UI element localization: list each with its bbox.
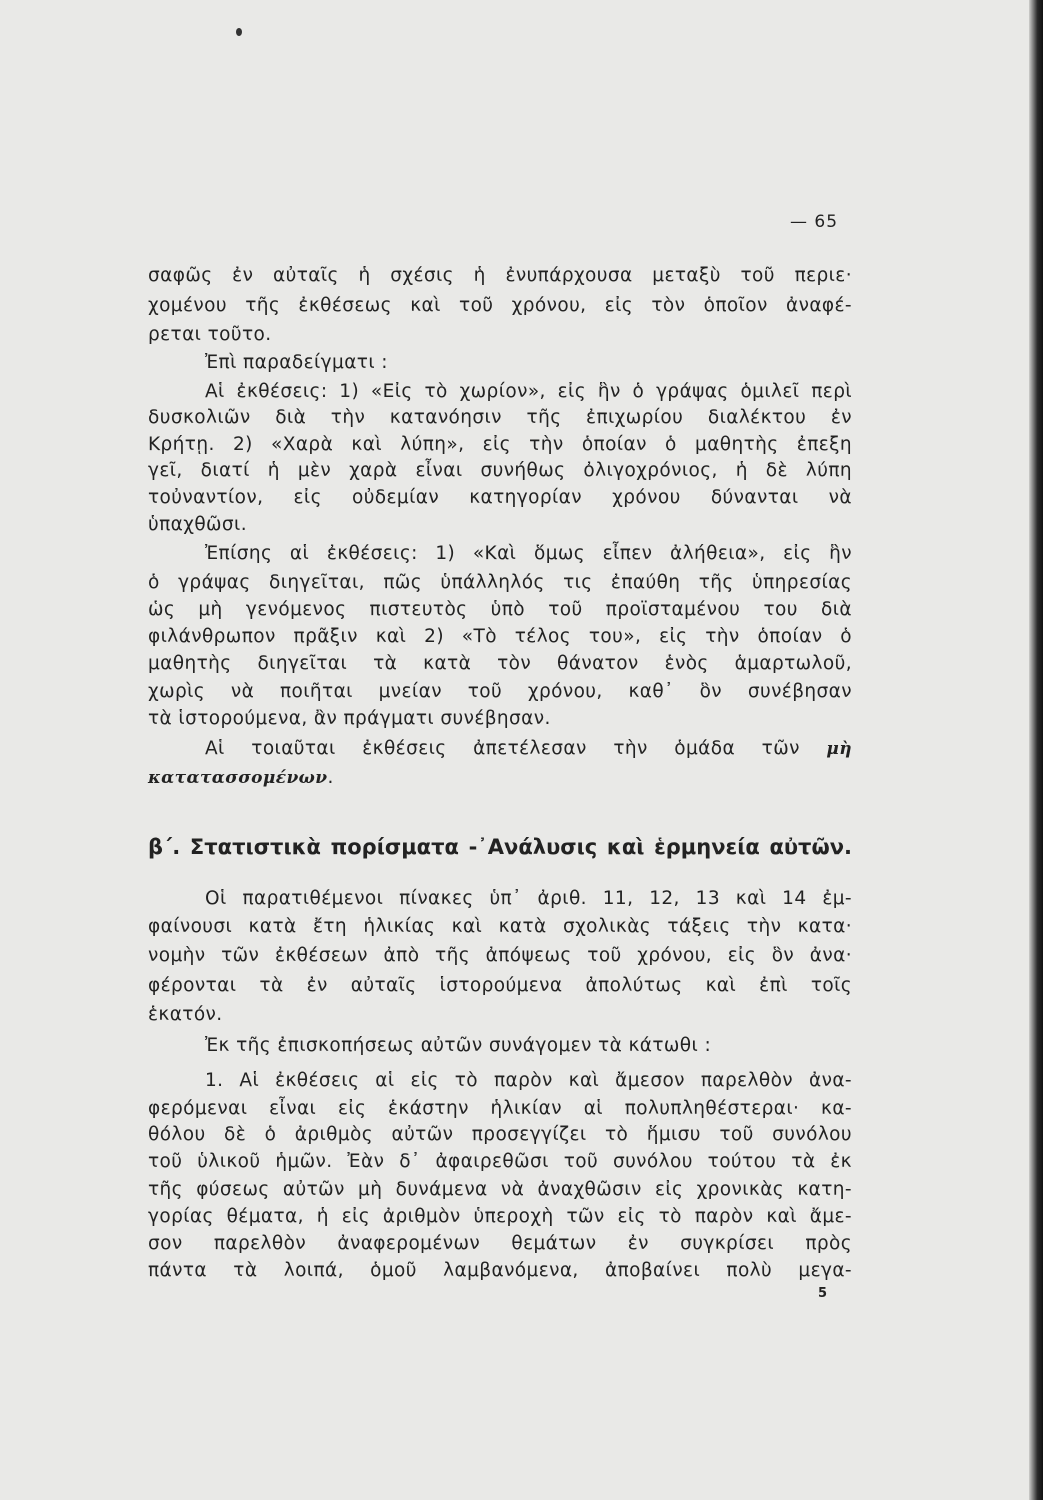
page-edge-shadow bbox=[1029, 0, 1043, 1500]
text-line: φαίνουσι κατὰ ἔτη ἡλικίας καὶ κατὰ σχολικὰς τάξεις τὴν κατα· bbox=[148, 916, 852, 937]
text-line: ἑκατόν. bbox=[148, 1004, 223, 1025]
text-line: νομὴν τῶν ἐκθέσεων ἀπὸ τῆς ἀπόψεως τοῦ χρόνου, εἰς ὃν ἀνα· bbox=[148, 945, 852, 966]
text-line: φιλάνθρωπον πρᾶξιν καὶ 2) «Τὸ τέλος του», εἰς τὴν ὁποίαν ὁ bbox=[148, 626, 852, 647]
text-line: πάντα τὰ λοιπά, ὁμοῦ λαμβανόμενα, ἀποβαίνει πολὺ μεγα- bbox=[148, 1260, 852, 1281]
text-line: 1. Αἱ ἐκθέσεις αἱ εἰς τὸ παρὸν καὶ ἄμεσον παρελθὸν ἀνα- bbox=[205, 1070, 852, 1091]
text-line: σον παρελθὸν ἀναφερομένων θεμάτων ἐν συγκρίσει πρὸς bbox=[148, 1233, 852, 1254]
text-line: τοῦ ὑλικοῦ ἡμῶν. Ἐὰν δ᾽ ἀφαιρεθῶσι τοῦ συνόλου τούτου τὰ ἐκ bbox=[148, 1151, 852, 1172]
text-span: . bbox=[327, 767, 334, 788]
ink-speck bbox=[236, 28, 242, 36]
text-line: τοὐναντίον, εἰς οὐδεμίαν κατηγορίαν χρόνου δύνανται νὰ bbox=[148, 487, 852, 508]
text-line: φέρονται τὰ ἐν αὐταῖς ἱστορούμενα ἀπολύτως καὶ ἐπὶ τοῖς bbox=[148, 975, 852, 996]
emphasis-text: μὴ bbox=[826, 739, 853, 759]
text-line bbox=[205, 736, 852, 762]
emphasis-text: κατατασσομένων bbox=[148, 768, 328, 788]
text-span: Αἱ τοιαῦται ἐκθέσεις ἀπετέλεσαν τὴν ὁμάδα τῶν bbox=[205, 738, 800, 759]
text-line: γορίας θέματα, ἡ εἰς ἀριθμὸν ὑπεροχὴ τῶν εἰς τὸ παρὸν καὶ ἄμε- bbox=[148, 1206, 852, 1227]
text-line: χομένου τῆς ἐκθέσεως καὶ τοῦ χρόνου, εἰς τὸν ὁποῖον ἀναφέ- bbox=[148, 295, 852, 316]
text-line: γεῖ, διατί ἡ μὲν χαρὰ εἶναι συνήθως ὀλιγοχρόνιος, ἡ δὲ λύπη bbox=[148, 460, 852, 481]
text-line: Κρήτῃ. 2) «Χαρὰ καὶ λύπη», εἰς τὴν ὁποίαν ὁ μαθητὴς ἐπεξη bbox=[148, 434, 852, 455]
text-line: φερόμεναι εἶναι εἰς ἑκάστην ἡλικίαν αἱ πολυπληθέστεραι· κα- bbox=[148, 1098, 852, 1119]
text-line: μαθητὴς διηγεῖται τὰ κατὰ τὸν θάνατον ἑνὸς ἁμαρτωλοῦ, bbox=[148, 653, 852, 674]
text-line: ὁ γράψας διηγεῖται, πῶς ὑπάλληλός τις ἐπαύθη τῆς ὑπηρεσίας bbox=[148, 572, 852, 593]
text-line: δυσκολιῶν διὰ τὴν κατανόησιν τῆς ἐπιχωρίου διαλέκτου ἐν bbox=[148, 407, 852, 428]
text-line: Αἱ ἐκθέσεις: 1) «Εἰς τὸ χωρίον», εἰς ἣν ὁ γράψας ὁμιλεῖ περὶ bbox=[205, 381, 852, 402]
text-line: τῆς φύσεως αὐτῶν μὴ δυνάμενα νὰ ἀναχθῶσιν εἰς χρονικὰς κατη- bbox=[148, 1179, 852, 1200]
text-line: Ἐπὶ παραδείγματι : bbox=[205, 352, 388, 373]
text-line: τὰ ἱστορούμενα, ἂν πράγματι συνέβησαν. bbox=[148, 708, 551, 729]
section-heading: β΄. Στατιστικὰ πορίσματα -᾽Ανάλυσις καὶ ἑρμηνεία αὐτῶν. bbox=[148, 835, 852, 859]
text-line: ρεται τοῦτο. bbox=[148, 324, 272, 345]
text-line: χωρὶς νὰ ποιῆται μνείαν τοῦ χρόνου, καθ᾽ ὃν συνέβησαν bbox=[148, 681, 852, 702]
text-line: Ἐκ τῆς ἐπισκοπήσεως αὐτῶν συνάγομεν τὰ κάτωθι : bbox=[205, 1035, 712, 1056]
text-line: ὡς μὴ γενόμενος πιστευτὸς ὑπὸ τοῦ προϊσταμένου του διὰ bbox=[148, 599, 852, 620]
text-line: θόλου δὲ ὁ ἀριθμὸς αὐτῶν προσεγγίζει τὸ ἥμισυ τοῦ συνόλου bbox=[148, 1124, 852, 1145]
signature-mark: 5 bbox=[818, 1286, 828, 1301]
text-line: σαφῶς ἐν αὐταῖς ἡ σχέσις ἡ ἐνυπάρχουσα μεταξὺ τοῦ περιε· bbox=[148, 265, 852, 286]
text-line: Ἐπίσης αἱ ἐκθέσεις: 1) «Καὶ ὅμως εἶπεν ἀλήθεια», εἰς ἣν bbox=[205, 543, 852, 564]
text-line: ὑπαχθῶσι. bbox=[148, 514, 247, 535]
text-line bbox=[148, 765, 852, 791]
page-number: — 65 bbox=[790, 212, 839, 232]
text-line: Οἱ παρατιθέμενοι πίνακες ὑπ᾽ ἀριθ. 11, 12, 13 καὶ 14 ἐμ- bbox=[205, 888, 852, 909]
